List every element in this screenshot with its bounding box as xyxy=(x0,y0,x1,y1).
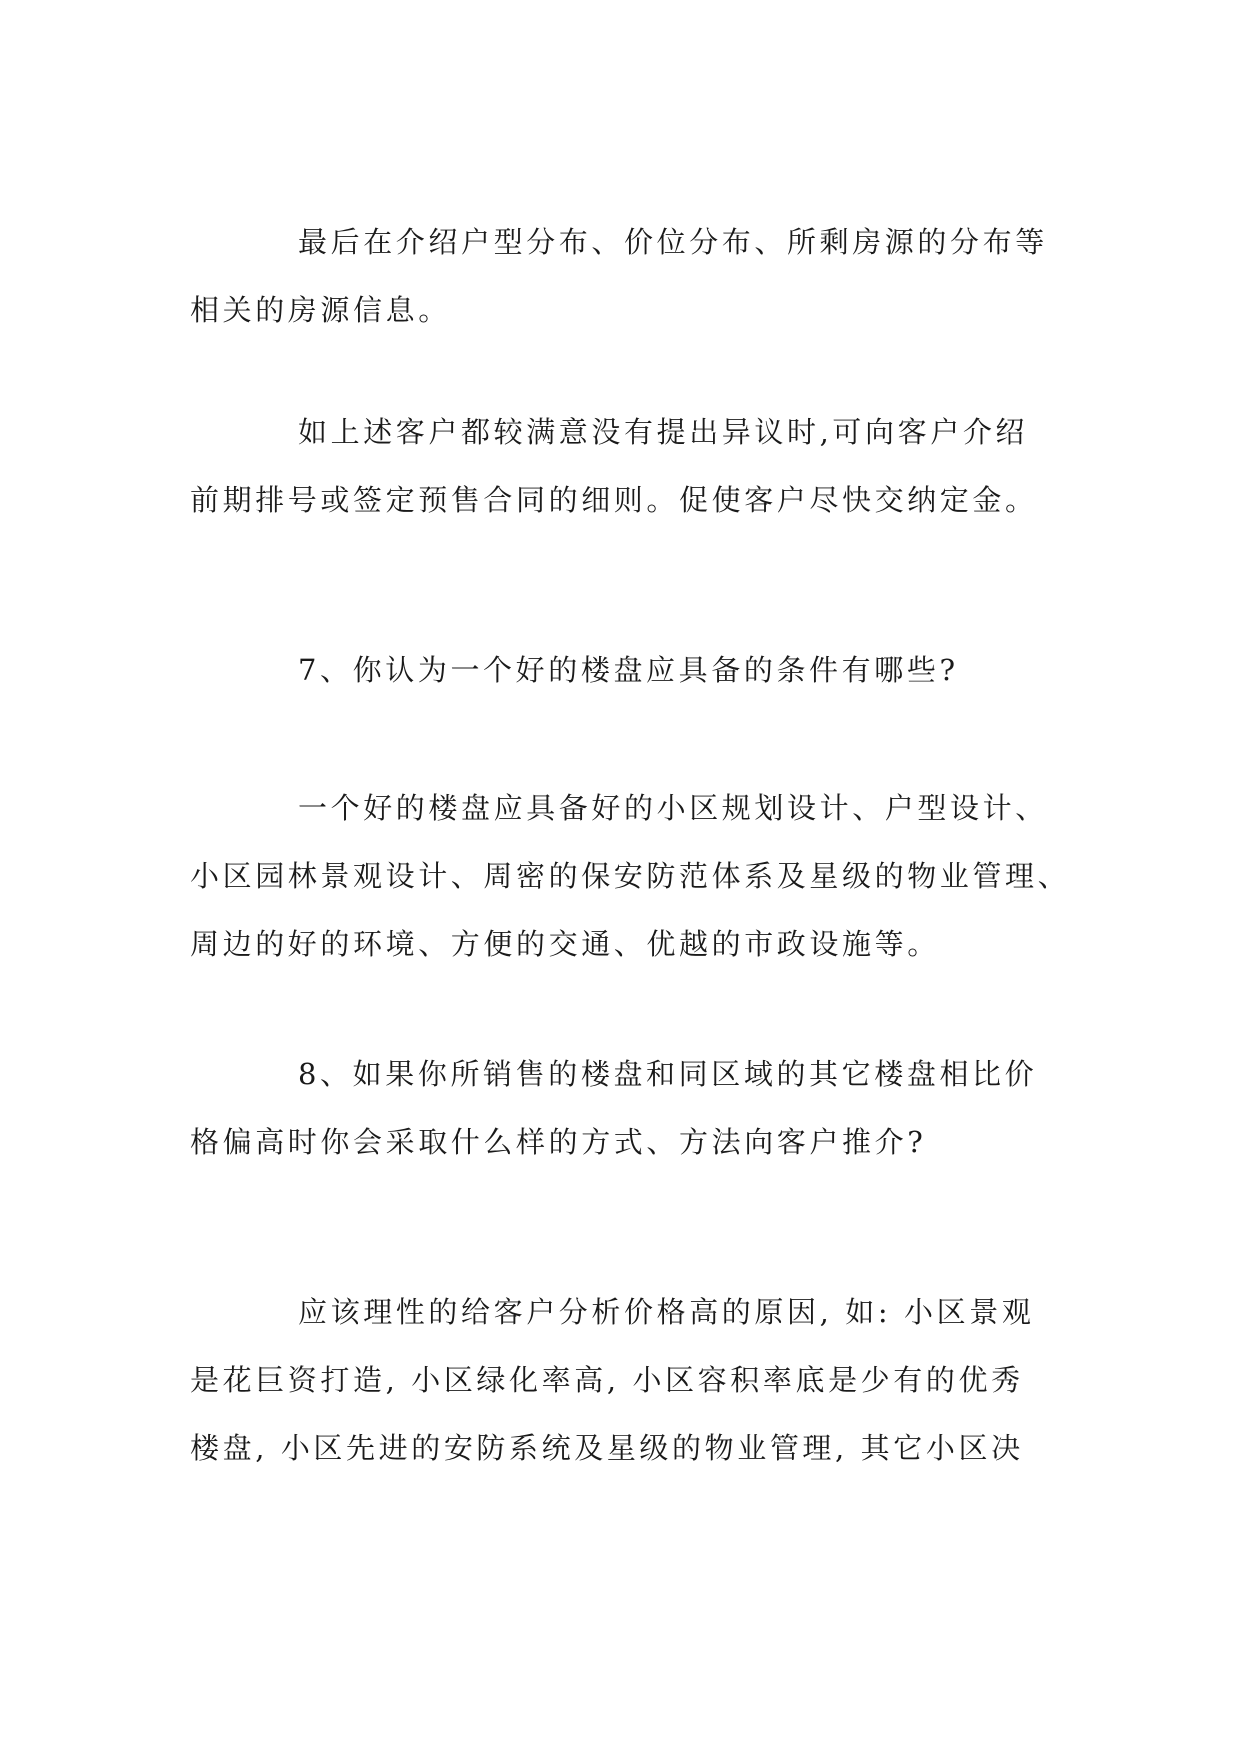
paragraph-line: 周边的好的环境、方便的交通、优越的市政设施等。 xyxy=(190,927,940,961)
answer-8 xyxy=(190,1278,1070,1482)
question-line: 格偏高时你会采取什么样的方式、方法向客户推介? xyxy=(190,1125,927,1159)
paragraph-line: 相关的房源信息。 xyxy=(190,293,451,327)
paragraph-line: 一个好的楼盘应具备好的小区规划设计、户型设计、 xyxy=(298,791,1048,825)
question-8 xyxy=(190,1040,1070,1176)
question-7 xyxy=(190,636,1070,704)
paragraph-deposit xyxy=(190,398,1070,534)
paragraph-unit-info xyxy=(190,208,1070,344)
answer-7 xyxy=(190,774,1070,978)
paragraph-line: 如上述客户都较满意没有提出异议时,可向客户介绍 xyxy=(298,415,1029,449)
question-line: 7、你认为一个好的楼盘应具备的条件有哪些? xyxy=(298,653,959,687)
paragraph-line: 小区园林景观设计、周密的保安防范体系及星级的物业管理、 xyxy=(190,859,1071,893)
paragraph-line: 最后在介绍户型分布、价位分布、所剩房源的分布等 xyxy=(298,225,1048,259)
paragraph-line: 前期排号或签定预售合同的细则。促使客户尽快交纳定金。 xyxy=(190,483,1038,517)
paragraph-line: 是花巨资打造, 小区绿化率高, 小区容积率底是少有的优秀 xyxy=(190,1363,1024,1397)
paragraph-line: 楼盘, 小区先进的安防系统及星级的物业管理, 其它小区决 xyxy=(190,1431,1024,1465)
paragraph-line: 应该理性的给客户分析价格高的原因, 如: 小区景观 xyxy=(298,1295,1035,1329)
question-line: 8、如果你所销售的楼盘和同区域的其它楼盘相比价 xyxy=(298,1057,1038,1091)
